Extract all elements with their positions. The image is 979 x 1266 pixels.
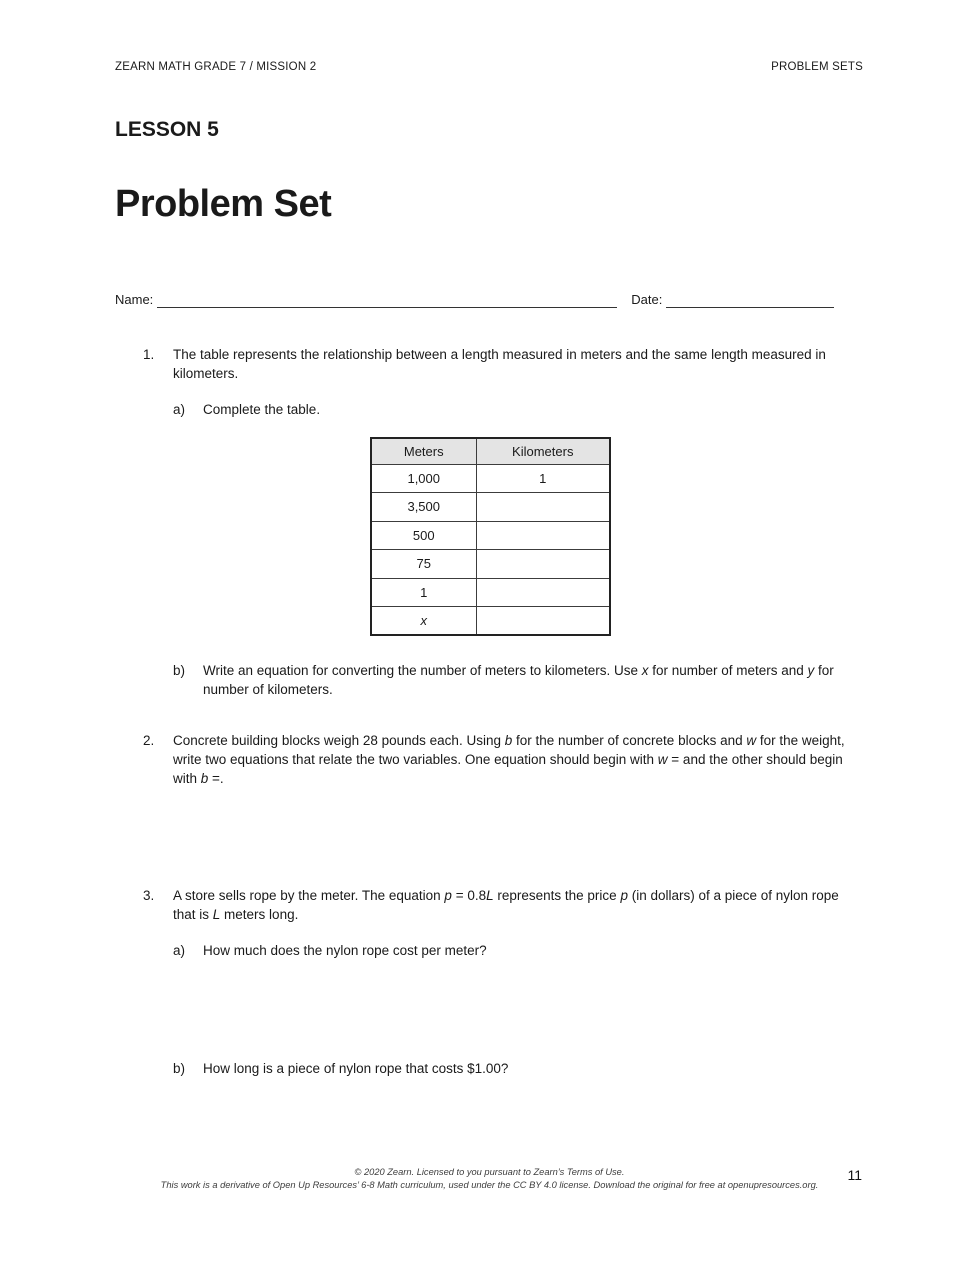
header-right-text: PROBLEM SETS [771,61,863,73]
problem-1-number: 1. [143,347,155,362]
problem-1-part-b [173,661,863,699]
page-title: Problem Set [115,183,332,225]
page-number: 11 [847,1167,862,1183]
table-cell: x [371,607,476,636]
problem-2 [143,731,863,788]
problem-3-part-a [173,941,863,960]
table-row [371,521,610,550]
problem-3-part-a-text: How much does the nylon rope cost per meter? [203,943,487,958]
problem-list [143,345,863,1078]
footer-line-1: © 2020 Zearn. Licensed to you pursuant to Zearn’s Terms of Use. [354,1167,625,1177]
table-row [371,550,610,579]
table-cell: 75 [371,550,476,579]
problem-1-part-b-label: b) [173,663,186,678]
problem-3-part-b-text: How long is a piece of nylon rope that costs $1.00? [203,1061,509,1076]
table-cell: 1 [371,578,476,607]
lesson-heading: LESSON 5 [115,118,219,141]
table-cell: 1,000 [371,464,476,493]
table-header-row [371,438,610,464]
table-cell [476,493,610,522]
problem-2-text: Concrete building blocks weigh 28 pounds each. Using b for the number of concrete blocks and w for the weight, write two equations that relate the two variables. One equation should begin with w = and the other should begin with b =. [173,733,845,786]
name-date-row [115,292,847,308]
table-row [371,464,610,493]
table-cell: 3,500 [371,493,476,522]
table-cell [476,578,610,607]
problem-3 [143,886,863,1078]
table-header-cell: Kilometers [476,438,610,464]
footer-line-2: This work is a derivative of Open Up Resources’ 6-8 Math curriculum, used under the CC BY 4.0 license. Download the original for free at openupresources.org. [160,1179,819,1190]
meters-kilometers-table [370,437,611,636]
table-header-cell: Meters [371,438,476,464]
problem-3-text: A store sells rope by the meter. The equation p = 0.8L represents the price p (in dollars) of a piece of nylon rope that is L meters long. [173,888,839,922]
table-row [371,578,610,607]
table-cell [476,550,610,579]
table-cell: 1 [476,464,610,493]
name-blank-line [157,293,617,308]
problem-3-part-b-label: b) [173,1061,186,1076]
table-row [371,493,610,522]
page-footer [0,1166,979,1191]
problem-3-part-a-label: a) [173,943,186,958]
problem-1-part-a-text: Complete the table. [203,402,321,417]
table-cell [476,607,610,636]
problem-1-part-a-label: a) [173,402,186,417]
page-header [115,61,863,73]
problem-2-number: 2. [143,733,155,748]
problem-1-part-b-text: Write an equation for converting the number of meters to kilometers. Use x for number of meters and y for number of kilometers. [203,663,834,697]
problem-1-part-a [173,400,863,419]
date-blank-line [666,293,834,308]
table-cell [476,521,610,550]
problem-3-part-b [173,1059,863,1078]
date-label: Date: [631,292,663,307]
header-left-text: ZEARN MATH GRADE 7 / MISSION 2 [115,61,317,73]
problem-1-text: The table represents the relationship between a length measured in meters and the same length measured in kilometers. [173,347,826,381]
name-label: Name: [115,292,154,307]
table-cell: 500 [371,521,476,550]
problem-1 [143,345,863,699]
problem-3-number: 3. [143,888,155,903]
table-row [371,607,610,636]
